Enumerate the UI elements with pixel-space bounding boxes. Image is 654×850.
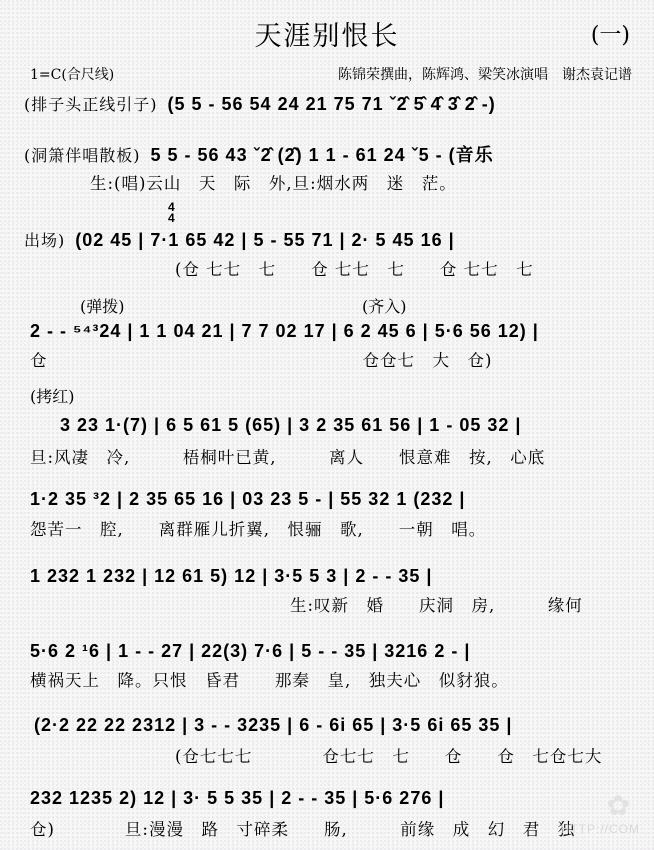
notation: 1 232 1 232 | 12 61 5) 12 | 3·5 5 3 | 2 - - 35 | <box>30 566 433 586</box>
lyrics-row-10: 仓) 旦:漫漫 路 寸碎柔 肠, 前缘 成 幻 君 独 <box>30 820 576 839</box>
part-number: (一) <box>590 23 630 48</box>
watermark-text: HTTP://COM <box>560 822 640 836</box>
notation: 232 1235 2) 12 | 3· 5 5 35 | 2 - - 35 | 5·6 276 | <box>30 788 445 808</box>
notation: 5 5 - 56 43 ˇ2̂ (2̂) 1 1 - 61 24 ˇ5 - (音乐 <box>150 145 494 165</box>
notation-row-5 <box>60 415 640 436</box>
notation-row-8 <box>30 641 640 662</box>
notation-row-3 <box>24 228 640 251</box>
lyrics-row-7: 生:叹新 婚 庆洞 房, 缘何 <box>290 596 583 615</box>
notation-row-10 <box>30 788 640 809</box>
notation: 5·6 2 ¹6 | 1 - - 27 | 22(3) 7·6 | 5 - - 35 | 3216 2 - | <box>30 641 471 661</box>
annotation-kaohong: (拷红) <box>30 387 75 406</box>
annotation-enter: (齐入) <box>362 297 407 316</box>
time-signature: 4 4 <box>168 200 175 225</box>
lyrics-row-8: 横祸天上 降。只恨 昏君 那秦 皇, 独夫心 似豺狼。 <box>30 671 509 690</box>
section-label: 出场) <box>24 231 66 250</box>
lyrics-row-6: 怨苦一 腔, 离群雁儿折翼, 恨骊 歌, 一朝 唱。 <box>30 520 487 539</box>
notation-row-9 <box>34 715 640 736</box>
lyrics-row-3: (仓 七七 七 仓 七七 七 仓 七七 七 <box>175 260 534 279</box>
lyrics-row-4: 仓 仓仓七 大 仓) <box>30 351 493 370</box>
section-label: (洞箫伴唱散板) <box>24 146 141 165</box>
notation-row-7 <box>30 566 640 587</box>
lyrics-row-5: 旦:风凄 冷, 梧桐叶已黄, 离人 恨意难 按, 心底 <box>30 448 546 467</box>
notation: (2·2 22 22 2312 | 3 - - 3235 | 6 - 6i 65 | 3·5 6i 65 35 | <box>34 715 513 735</box>
notation: 2 - - ⁵⁴³24 | 1 1 04 21 | 7 7 02 17 | 6 2 45 6 | 5·6 56 12) | <box>30 321 539 341</box>
song-title: 天涯别恨长 <box>254 21 400 52</box>
notation-row-1 <box>24 92 640 115</box>
section-label: (排子头正线引子) <box>24 95 158 114</box>
key-signature: 1=C(合尺线) <box>30 67 115 83</box>
credits: 陈锦荣撰曲，陈辉鸿、梁笑冰演唱 谢杰袁记谱 <box>338 67 632 83</box>
lyrics-row-2: 生:(唱)云山 天 际 外,旦:烟水两 迷 茫。 <box>90 174 457 193</box>
lyrics-row-9: (仓七七七 仓七七 七 仓 仓 七仓七大 <box>175 747 603 766</box>
watermark-logo-icon: ✿ <box>606 789 630 822</box>
notation-row-2 <box>24 141 640 167</box>
notation: (02 45 | 7·1 65 42 | 5 - 55 71 | 2· 5 45 16 | <box>75 230 455 250</box>
notation: 1·2 35 ³2 | 2 35 65 16 | 03 23 5 - | 55 32 1 (232 | <box>30 489 466 509</box>
annotation-pluck: (弹拨) <box>80 297 125 316</box>
notation: 3 23 1·(7) | 6 5 61 5 (65) | 3 2 35 61 56 | 1 - 05 32 | <box>60 415 522 435</box>
notation-row-6 <box>30 489 640 510</box>
notation: (5 5 - 56 54 24 21 75 71 ˇ2̂ 5̂ 4̂ 3̂ 2̂ -) <box>167 94 496 114</box>
notation-row-4 <box>30 321 640 342</box>
